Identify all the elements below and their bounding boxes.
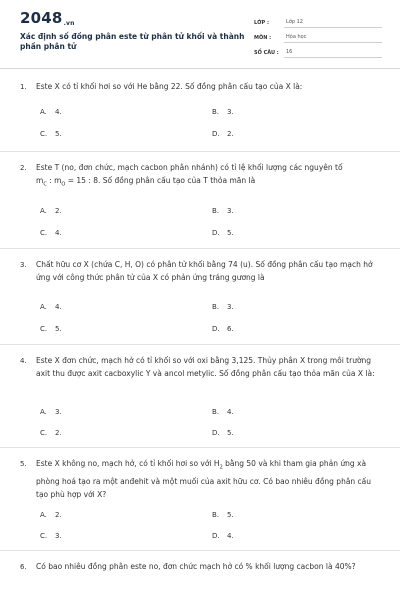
question-text: Este X có tỉ khối hơi so với He bằng 22. Số đồng phân cấu tạo của X là: <box>36 82 303 91</box>
header-divider <box>0 68 400 69</box>
option-text: 3. <box>55 532 62 540</box>
option-text: 3. <box>55 408 62 416</box>
worksheet-meta <box>254 13 382 58</box>
option-letter: D. <box>212 130 220 138</box>
option-letter: C. <box>40 532 48 540</box>
option-d[interactable] <box>212 130 234 138</box>
worksheet-title: Xác định số đồng phân este từ phân tử khối và thành phần phân tử <box>20 32 245 51</box>
option-letter: D. <box>212 532 220 540</box>
option-letter: A. <box>40 303 47 311</box>
question-text: Este X đơn chức, mạch hở có tỉ khối so với oxi bằng 3,125. Thủy phân X trong môi trường axit thu được axit cacboxylic Y và ancol metylic. Số đồng phân cấu tạo thỏa mãn của X là: <box>36 356 375 378</box>
question-number: 2. <box>20 164 27 172</box>
option-letter: C. <box>40 429 48 437</box>
option-letter: C. <box>40 229 48 237</box>
mass-c-symbol: m <box>36 176 44 185</box>
mass-c-subscript: C <box>43 181 47 188</box>
option-text: 4. <box>227 532 234 540</box>
option-letter: B. <box>212 511 220 519</box>
question-text-start: Este X không no, mạch hở, có tỉ khối hơi so với H <box>36 459 220 468</box>
option-text: 5. <box>227 511 234 519</box>
option-text: 6. <box>227 325 234 333</box>
question-4 <box>0 345 400 448</box>
option-text: 4. <box>55 303 62 311</box>
option-b[interactable] <box>212 108 234 116</box>
option-a[interactable] <box>40 511 62 519</box>
option-letter: D. <box>212 229 220 237</box>
option-c[interactable] <box>40 325 62 333</box>
option-letter: C. <box>40 325 48 333</box>
question-6 <box>0 551 400 611</box>
option-b[interactable] <box>212 207 234 215</box>
option-letter: B. <box>212 408 220 416</box>
question-number: 6. <box>20 563 27 571</box>
question-text <box>36 161 376 192</box>
option-text: 2. <box>55 511 62 519</box>
question-1 <box>0 70 400 152</box>
option-a[interactable] <box>40 303 62 311</box>
option-text: 2. <box>55 207 62 215</box>
option-c[interactable] <box>40 130 62 138</box>
option-b[interactable] <box>212 408 234 416</box>
option-letter: A. <box>40 207 47 215</box>
site-logo[interactable] <box>20 9 75 27</box>
option-letter: A. <box>40 108 47 116</box>
option-letter: B. <box>212 108 220 116</box>
question-5 <box>0 448 400 551</box>
subject-label: MÔN : <box>254 35 272 41</box>
option-d[interactable] <box>212 532 234 540</box>
option-d[interactable] <box>212 229 234 237</box>
option-letter: D. <box>212 429 220 437</box>
class-label: LỚP : <box>254 20 269 26</box>
option-text: 5. <box>55 325 62 333</box>
option-d[interactable] <box>212 429 234 437</box>
question-text-line2: = 15 : 8. Số đồng phân cấu tạo của T thỏa mãn là <box>65 176 256 185</box>
option-letter: B. <box>212 303 220 311</box>
question-number: 5. <box>20 460 27 468</box>
option-text: 2. <box>227 130 234 138</box>
option-c[interactable] <box>40 229 62 237</box>
worksheet-header <box>0 0 400 70</box>
mass-o-subscript: O <box>61 181 66 188</box>
option-letter: D. <box>212 325 220 333</box>
question-count-value: 16 <box>284 49 382 58</box>
option-text: 4. <box>227 408 234 416</box>
option-text: 3. <box>227 207 234 215</box>
option-text: 5. <box>227 229 234 237</box>
logo-suffix: .vn <box>63 20 75 27</box>
question-text: Chất hữu cơ X (chứa C, H, O) có phân tử khối bằng 74 (u). Số đồng phân cấu tạo mạch hở ứng với công thức phân tử của X có phản ứng tráng gương là <box>36 260 373 282</box>
option-c[interactable] <box>40 429 62 437</box>
subject-value: Hóa học <box>284 34 382 43</box>
option-text: 4. <box>55 229 62 237</box>
question-number: 4. <box>20 357 27 365</box>
option-c[interactable] <box>40 532 62 540</box>
question-text-end: bằng 50 và khi tham gia phản ứng xà phòng hoá tạo ra một anđehit và một muối của axit hữu cơ. Có bao nhiêu đồng phân cấu tạo phù hợp với X? <box>36 459 372 499</box>
logo-text: 2048 <box>20 9 63 27</box>
question-text-line1: Este T (no, đơn chức, mạch cacbon phân nhánh) có tỉ lệ khối lượng các nguyên tố <box>36 163 343 172</box>
option-text: 5. <box>55 130 62 138</box>
question-number: 1. <box>20 83 27 91</box>
option-letter: A. <box>40 408 47 416</box>
option-a[interactable] <box>40 408 62 416</box>
h2-subscript: 2 <box>219 464 223 471</box>
question-text <box>36 457 376 501</box>
option-text: 2. <box>55 429 62 437</box>
option-b[interactable] <box>212 511 234 519</box>
option-d[interactable] <box>212 325 234 333</box>
question-count-label: SỐ CÂU : <box>254 50 279 56</box>
question-3 <box>0 249 400 345</box>
meta-subject-row <box>254 28 382 43</box>
meta-count-row <box>254 43 382 58</box>
option-text: 4. <box>55 108 62 116</box>
question-text: Có bao nhiêu đồng phân este no, đơn chức mạch hở có % khối lượng cacbon là 40%? <box>36 562 356 571</box>
mass-o-symbol: : m <box>46 176 62 185</box>
option-b[interactable] <box>212 303 234 311</box>
option-letter: A. <box>40 511 47 519</box>
meta-class-row <box>254 13 382 28</box>
class-value: Lớp 12 <box>284 19 382 28</box>
option-a[interactable] <box>40 207 62 215</box>
option-letter: C. <box>40 130 48 138</box>
option-text: 3. <box>227 303 234 311</box>
option-a[interactable] <box>40 108 62 116</box>
question-2 <box>0 152 400 249</box>
option-text: 5. <box>227 429 234 437</box>
option-letter: B. <box>212 207 220 215</box>
question-list <box>0 70 400 611</box>
option-text: 3. <box>227 108 234 116</box>
question-number: 3. <box>20 261 27 269</box>
